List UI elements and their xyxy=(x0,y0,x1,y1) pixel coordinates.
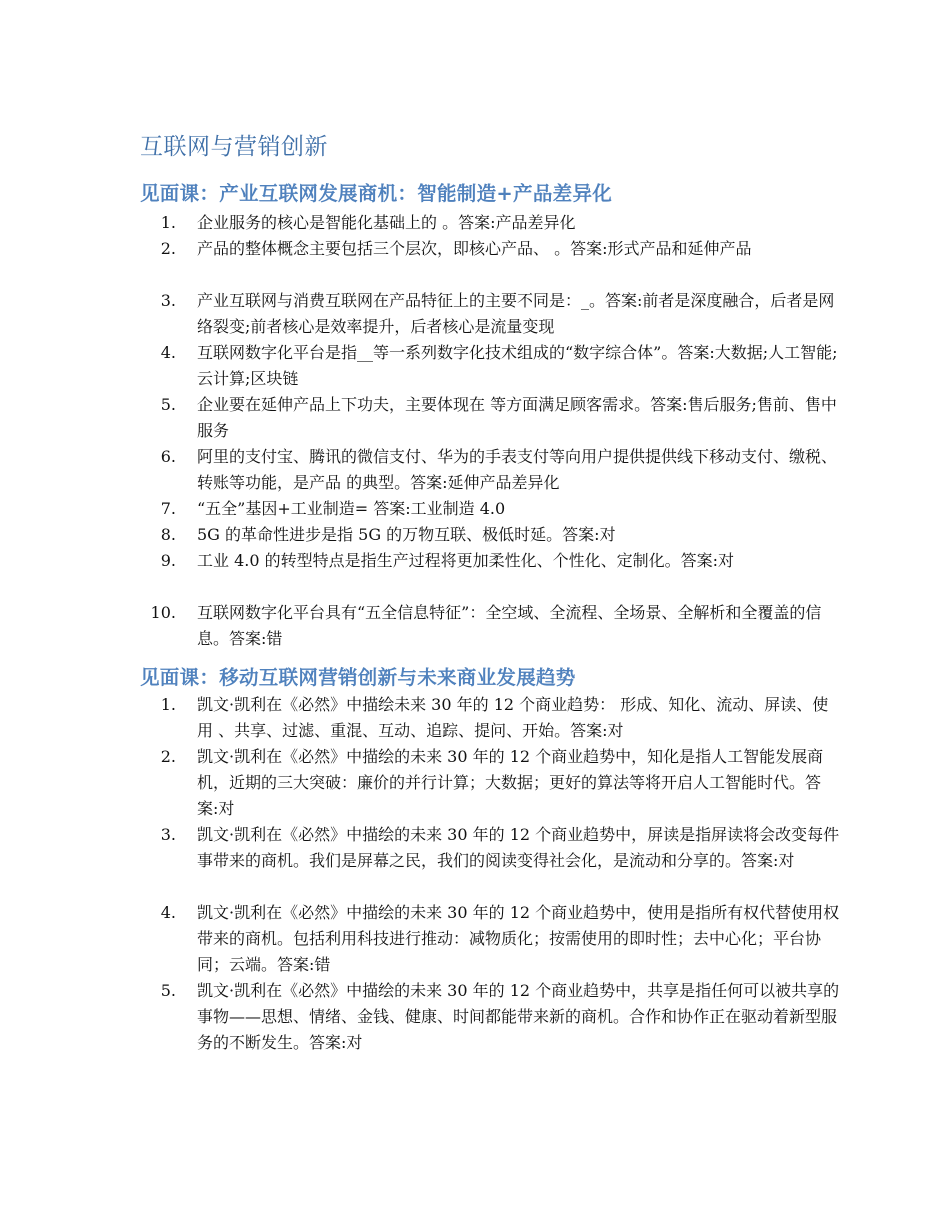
question-item xyxy=(140,522,840,548)
question-item xyxy=(140,392,840,444)
question-number: 4. xyxy=(160,343,176,362)
question-item xyxy=(140,978,840,1056)
question-item xyxy=(140,600,840,652)
question-text: 凯文·凯利在《必然》中描绘未来 30 年的 12 个商业趋势： 形成、知化、流动、屏读、使用 、共享、过滤、重混、互动、追踪、提问、开始。答案:对 xyxy=(197,695,829,740)
question-item xyxy=(140,744,840,822)
question-text: 凯文·凯利在《必然》中描绘的未来 30 年的 12 个商业趋势中，共享是指任何可以被共享的事物——思想、情绪、金钱、健康、时间都能带来新的商机。合作和协作正在驱动着新型服务的不断发生。答案:对 xyxy=(197,981,840,1052)
question-item xyxy=(140,340,840,392)
question-number: 1. xyxy=(160,695,176,714)
question-text: 企业要在延伸产品上下功夫，主要体现在 等方面满足顾客需求。答案:售后服务;售前、售中服务 xyxy=(197,395,837,440)
question-text: 凯文·凯利在《必然》中描绘的未来 30 年的 12 个商业趋势中，知化是指人工智能发展商机，近期的三大突破：廉价的并行计算；大数据；更好的算法等将开启人工智能时代。答案:对 xyxy=(197,747,824,818)
question-text: 5G 的革命性进步是指 5G 的万物互联、极低时延。答案:对 xyxy=(197,525,616,544)
question-number: 8. xyxy=(160,525,176,544)
question-item xyxy=(140,444,840,496)
question-number: 3. xyxy=(160,291,176,310)
question-text: 产品的整体概念主要包括三个层次，即核心产品、 。答案:形式产品和延伸产品 xyxy=(197,239,752,258)
question-item xyxy=(140,692,840,744)
question-item xyxy=(140,496,840,522)
document-title: 互联网与营销创新 xyxy=(140,134,328,160)
question-number: 2. xyxy=(160,747,176,766)
question-text: 产业互联网与消费互联网在产品特征上的主要不同是：_。答案:前者是深度融合，后者是网络裂变;前者核心是效率提升，后者核心是流量变现 xyxy=(197,291,835,336)
section-heading-industrial-internet: 见面课：产业互联网发展商机：智能制造+产品差异化 xyxy=(140,182,613,205)
question-text: 凯文·凯利在《必然》中描绘的未来 30 年的 12 个商业趋势中，屏读是指屏读将会改变每件事带来的商机。我们是屏幕之民，我们的阅读变得社会化，是流动和分享的。答案:对 xyxy=(197,825,840,870)
question-number: 9. xyxy=(160,551,176,570)
question-number: 3. xyxy=(160,825,176,844)
question-number: 4. xyxy=(160,903,176,922)
question-number: 2. xyxy=(160,239,176,258)
question-number: 6. xyxy=(160,447,176,466)
question-text: 企业服务的核心是智能化基础上的 。答案:产品差异化 xyxy=(197,213,576,232)
question-text: “五全”基因+工业制造= 答案:工业制造 4.0 xyxy=(197,499,506,518)
question-list-industrial-internet xyxy=(140,210,840,652)
question-number: 7. xyxy=(160,499,176,518)
question-number: 5. xyxy=(160,981,176,1000)
question-item xyxy=(140,548,840,600)
question-number: 5. xyxy=(160,395,176,414)
question-number: 10. xyxy=(150,603,176,622)
section-heading-mobile-internet: 见面课：移动互联网营销创新与未来商业发展趋势 xyxy=(140,666,576,689)
question-text: 互联网数字化平台具有“五全信息特征”：全空域、全流程、全场景、全解析和全覆盖的信息。答案:错 xyxy=(197,603,822,648)
question-item xyxy=(140,210,840,236)
question-text: 互联网数字化平台是指__等一系列数字化技术组成的“数字综合体”。答案:大数据;人工智能;云计算;区块链 xyxy=(197,343,838,388)
question-list-mobile-internet xyxy=(140,692,840,1056)
question-text: 工业 4.0 的转型特点是指生产过程将更加柔性化、个性化、定制化。答案:对 xyxy=(197,551,735,570)
question-number: 1. xyxy=(160,213,176,232)
question-item xyxy=(140,288,840,340)
question-item xyxy=(140,900,840,978)
question-item xyxy=(140,236,840,288)
question-text: 阿里的支付宝、腾讯的微信支付、华为的手表支付等向用户提供提供线下移动支付、缴税、转账等功能，是产品 的典型。答案:延伸产品差异化 xyxy=(197,447,838,492)
question-item xyxy=(140,822,840,900)
question-text: 凯文·凯利在《必然》中描绘的未来 30 年的 12 个商业趋势中，使用是指所有权代替使用权带来的商机。包括利用科技进行推动：减物质化；按需使用的即时性；去中心化；平台协同；云端。答案:错 xyxy=(197,903,840,974)
